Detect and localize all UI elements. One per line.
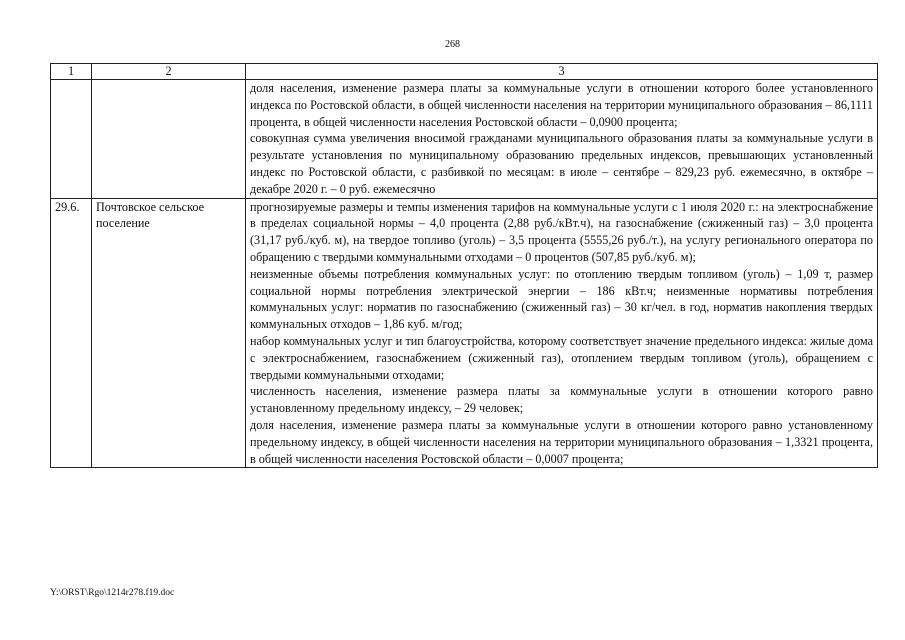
content-paragraph: доля населения, изменение размера платы за коммунальные услуги в отношении которого более установленного индекса по Ростовской области, в общей численности населения на территории муниципального образования – 86,1111 процента, в общей численности населения Ростовской области – 0,0900 процента; — [250, 81, 873, 129]
table-header-row — [51, 64, 878, 80]
content-paragraph: совокупная сумма увеличения вносимой гражданами муниципального образования платы за коммунальные услуги в результате установления по муниципальному образованию предельных индексов, превышающих установленный индекс по Ростовской области, с разбивкой по месяцам: в июле – сентябре – 829,23 руб. ежемесячно, в октябре – декабре 2020 г. – 0 руб. ежемесячно — [250, 131, 873, 196]
row-name-cell: Почтовское сельское поселение — [92, 198, 246, 468]
table-row — [51, 198, 878, 468]
content-paragraph: неизменные объемы потребления коммунальных услуг: по отоплению твердым топливом (уголь) – 1,09 т, размер социальной нормы потребления электрической энергии – 186 кВт.ч; неизменные нормативы потребления коммунальных услуг: норматив по газоснабжению (сжиженный газ) – 30 кг/чел. в год, норматив накопления твердых коммунальных отходов – 1,86 куб. м/год; — [250, 266, 873, 332]
row-name-cell — [92, 80, 246, 199]
document-table — [50, 63, 878, 468]
footer-file-path: Y:\ORST\Rgo\1214r278.f19.doc — [50, 588, 175, 598]
row-content-cell — [246, 198, 878, 468]
page-number: 268 — [445, 39, 460, 50]
column-header-2: 2 — [92, 64, 246, 80]
column-header-3: 3 — [246, 64, 878, 80]
row-number-cell: 29.6. — [51, 198, 92, 468]
content-paragraph: прогнозируемые размеры и темпы изменения тарифов на коммунальные услуги с 1 июля 2020 г.: на электроснабжение в пределах социальной нормы – 4,0 процента (2,88 руб./кВт.ч), на газоснабжение (сжиженный газ) – 3,0 процента (31,17 руб./куб. м), на твердое топливо (уголь) – 3,5 процента (5555,26 руб./т.), на услугу регионального оператора по обращению с твердыми коммунальными отходами – 0 процентов (507,85 руб./куб. м); — [250, 199, 873, 264]
content-paragraph: доля населения, изменение размера платы за коммунальные услуги в отношении которого равно установленному предельному индексу, в общей численности населения на территории муниципального образования – 1,3321 процента, в общей численности населения Ростовской области – 0,0007 процента; — [250, 417, 873, 466]
column-header-1: 1 — [51, 64, 92, 80]
row-content-cell — [246, 80, 878, 199]
content-paragraph: численность населения, изменение размера платы за коммунальные услуги в отношении которого равно установленному предельному индексу, – 29 человек; — [250, 384, 873, 416]
row-number-cell — [51, 80, 92, 199]
content-paragraph: набор коммунальных услуг и тип благоустройства, которому соответствует значение предельного индекса: жилые дома с электроснабжением, газоснабжением (сжиженный газ), отоплением твердым топливом (уголь), обращением с твердыми коммунальными отходами; — [250, 333, 873, 382]
table-row — [51, 80, 878, 199]
